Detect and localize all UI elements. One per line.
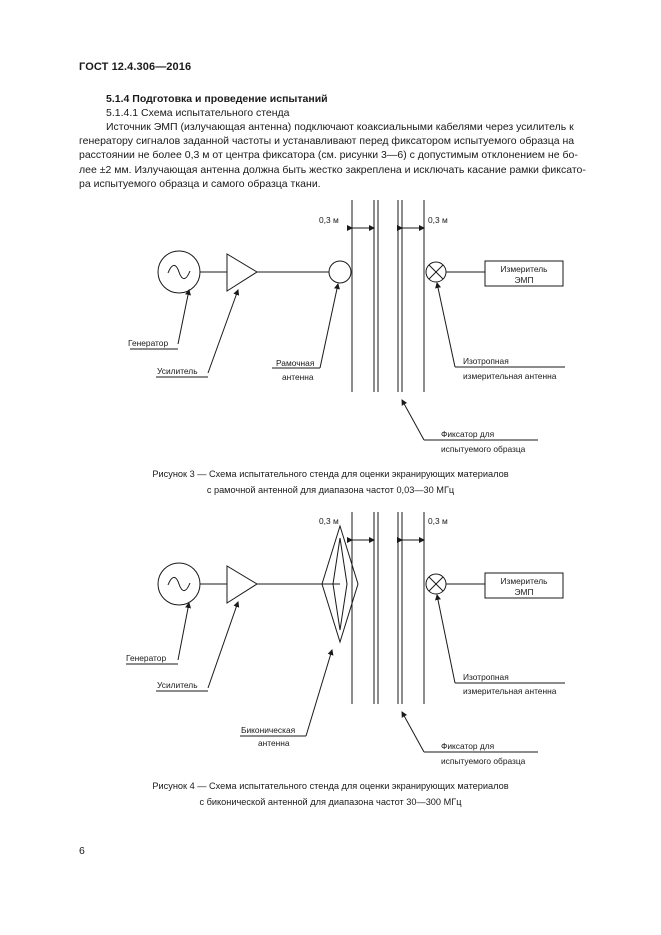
holder-label: Фиксатор для <box>441 429 495 439</box>
paragraph-line: Источник ЭМП (излучающая антенна) подключают коаксиальными кабелями через усилитель к <box>106 121 574 133</box>
caption-line: Рисунок 4 — Схема испытательного стенда для оценки экранирующих материалов <box>152 781 509 791</box>
figure-3-caption <box>0 467 661 498</box>
dim-right-label: 0,3 м <box>428 215 448 225</box>
isotropic-label: измерительная антенна <box>463 686 557 696</box>
dim-right-label: 0,3 м <box>428 516 448 526</box>
meter-label: Измеритель <box>500 264 548 274</box>
antenna-label: антенна <box>258 738 290 748</box>
amplifier-symbol <box>227 566 257 603</box>
holder-label: испытуемого образца <box>441 756 526 766</box>
isotropic-label: измерительная антенна <box>463 371 557 381</box>
figure-4-caption <box>0 779 661 810</box>
sine-wave-icon <box>168 265 190 278</box>
meter-label: ЭМП <box>514 587 534 597</box>
paragraph-line: генератору сигналов заданной частоты и устанавливают перед фиксатором испытуемого образца на <box>79 135 575 148</box>
dim-left-label: 0,3 м <box>319 516 339 526</box>
loop-antenna-symbol <box>329 261 351 283</box>
section-title: 5.1.4 Подготовка и проведение испытаний <box>106 93 328 105</box>
amplifier-label: Усилитель <box>157 680 198 690</box>
meter-label: Измеритель <box>500 576 548 586</box>
standard-header: ГОСТ 12.4.306—2016 <box>79 61 192 73</box>
dim-left-label: 0,3 м <box>319 215 339 225</box>
paragraph-line: лее ±2 мм. Излучающая антенна должна быть жестко закреплена и исключать касание рамки фиксато- <box>79 163 586 176</box>
antenna-label: антенна <box>282 372 314 382</box>
figure-3 <box>130 200 565 440</box>
isotropic-label: Изотропная <box>463 356 509 366</box>
caption-line: с рамочной антенной для диапазона частот 0,03—30 МГц <box>206 484 455 495</box>
figure-4 <box>126 512 565 752</box>
generator-label: Генератор <box>128 338 169 348</box>
amplifier-symbol <box>227 254 257 291</box>
paragraph-line: расстоянии не более 0,3 м от центра фиксатора (см. рисунки 3—6) с допустимым отклонением не бо- <box>79 149 578 162</box>
amplifier-label: Усилитель <box>157 366 198 376</box>
holder-label: испытуемого образца <box>441 444 526 454</box>
caption-line: с биконической антенной для диапазона частот 30—300 МГц <box>199 796 462 807</box>
antenna-label: Рамочная <box>276 358 315 368</box>
holder-label: Фиксатор для <box>441 741 495 751</box>
generator-label: Генератор <box>126 653 167 663</box>
caption-line: Рисунок 3 — Схема испытательного стенда для оценки экранирующих материалов <box>152 469 509 479</box>
paragraph-line: ра испытуемого образца и самого образца ткани. <box>79 177 321 190</box>
meter-label: ЭМП <box>514 275 534 285</box>
antenna-label: Биконическая <box>241 725 296 735</box>
page-number: 6 <box>79 845 85 857</box>
isotropic-label: Изотропная <box>463 672 509 682</box>
sine-wave-icon <box>168 577 190 590</box>
subsection-title: 5.1.4.1 Схема испытательного стенда <box>106 107 290 119</box>
